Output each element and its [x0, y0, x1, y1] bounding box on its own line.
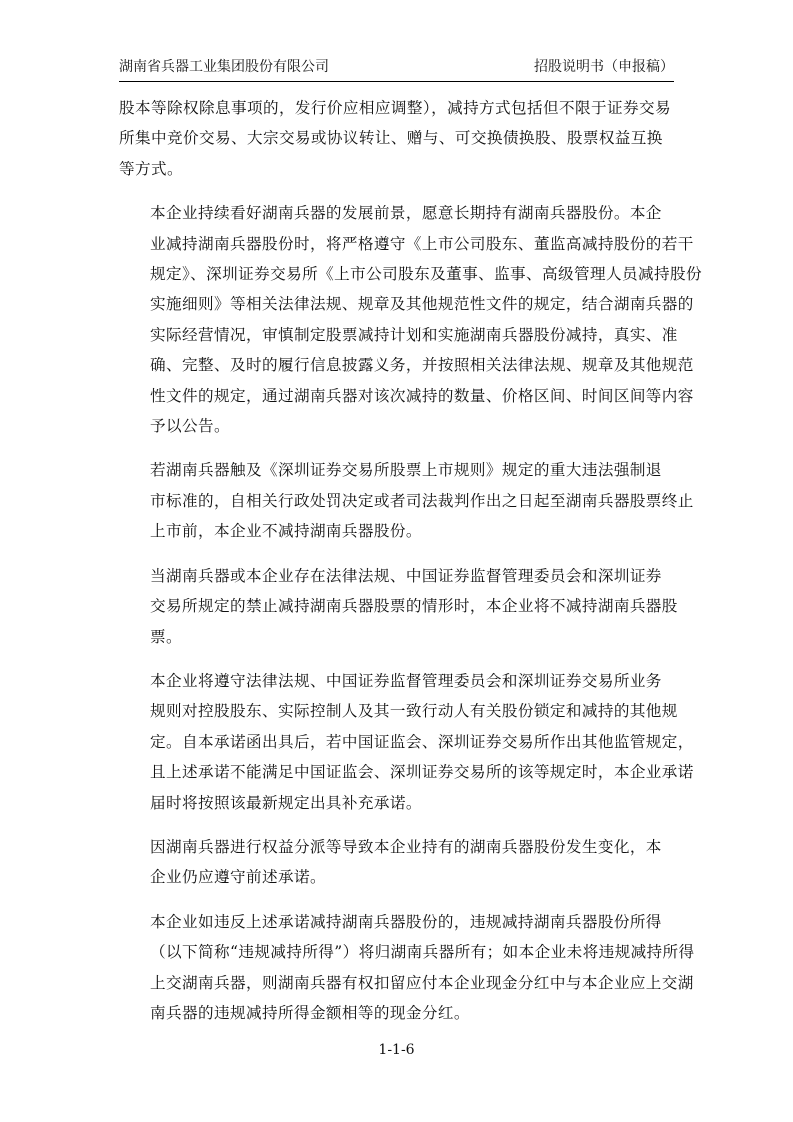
- paragraph-violation-proceeds: [119, 907, 695, 1029]
- header-company-name: 湖南省兵器工业集团股份有限公司: [119, 59, 329, 75]
- text-line: 业减持湖南兵器股份时，将严格遵守《上市公司股东、董监高减持股份的若干: [150, 234, 694, 253]
- text-line: 实施细则》等相关法律法规、规章及其他规范性文件的规定，结合湖南兵器的: [150, 295, 694, 314]
- text-line: 确、完整、及时的履行信息披露义务，并按照相关法律法规、规章及其他规范: [150, 356, 694, 375]
- page-header: [119, 56, 674, 82]
- text-line: 企业仍应遵守前述承诺。: [150, 868, 326, 887]
- text-line: 本企业持续看好湖南兵器的发展前景，愿意长期持有湖南兵器股份。本企: [150, 204, 662, 223]
- text-line: 票。: [150, 627, 182, 646]
- text-line: 当湖南兵器或本企业存在法律法规、中国证券监督管理委员会和深圳证券: [150, 566, 662, 585]
- text-line: 定。自本承诺函出具后，若中国证监会、深圳证券交易所作出其他监管规定，: [150, 732, 694, 751]
- paragraph-regulatory-compliance: [119, 666, 694, 818]
- text-line: 上交湖南兵器，则湖南兵器有权扣留应付本企业现金分红中与本企业应上交湖: [150, 973, 694, 992]
- text-line: 本企业如违反上述承诺减持湖南兵器股份的，违规减持湖南兵器股份所得: [150, 912, 662, 931]
- header-document-type: 招股说明书（申报稿）: [534, 59, 674, 75]
- text-line: 规定》、深圳证券交易所《上市公司股东及董事、监事、高级管理人员减持股份: [150, 265, 702, 284]
- text-line: 予以公告。: [150, 417, 230, 436]
- text-line: 性文件的规定，通过湖南兵器对该次减持的数量、价格区间、时间区间等内容: [150, 386, 694, 405]
- text-line: 等方式。: [119, 159, 183, 178]
- text-line: 股本等除权除息事项的，发行价应相应调整），减持方式包括但不限于证券交易: [119, 99, 671, 117]
- text-line: 规则对控股股东、实际控制人及其一致行动人有关股份锁定和减持的其他规: [150, 702, 678, 721]
- text-line: 因湖南兵器进行权益分派等导致本企业持有的湖南兵器股份发生变化，本: [150, 837, 662, 856]
- text-line: 交易所规定的禁止减持湖南兵器股票的情形时，本企业将不减持湖南兵器股: [150, 597, 678, 616]
- paragraph-delisting-restriction: [119, 455, 694, 546]
- text-line: （以下简称“违规减持所得”）将归湖南兵器所有；如本企业未将违规减持所得: [150, 943, 695, 962]
- text-line: 届时将按照该最新规定出具补充承诺。: [150, 793, 422, 812]
- text-line: 南兵器的违规减持所得金额相等的现金分红。: [150, 1003, 470, 1022]
- text-line: 若湖南兵器触及《深圳证券交易所股票上市规则》规定的重大违法强制退: [150, 461, 662, 480]
- text-line: 实际经营情况，审慎制定股票减持计划和实施湖南兵器股份减持，真实、准: [150, 325, 678, 344]
- paragraph-reduction-compliance: [119, 198, 702, 441]
- paragraph-equity-distribution: [119, 832, 674, 893]
- page-number: 1-1-6: [378, 1042, 415, 1058]
- text-line: 本企业将遵守法律法规、中国证券监督管理委员会和深圳证券交易所业务: [150, 671, 662, 690]
- paragraph-continuation: [119, 93, 674, 184]
- text-line: 所集中竞价交易、大宗交易或协议转让、赠与、可交换债换股、股票权益互换: [119, 129, 663, 148]
- document-body: [119, 93, 702, 1042]
- text-line: 且上述承诺不能满足中国证监会、深圳证券交易所的该等规定时，本企业承诺: [150, 763, 694, 782]
- text-line: 市标准的，自相关行政处罚决定或者司法裁判作出之日起至湖南兵器股票终止: [150, 491, 694, 510]
- paragraph-prohibited-circumstances: [119, 561, 678, 652]
- text-line: 上市前，本企业不减持湖南兵器股份。: [150, 522, 422, 541]
